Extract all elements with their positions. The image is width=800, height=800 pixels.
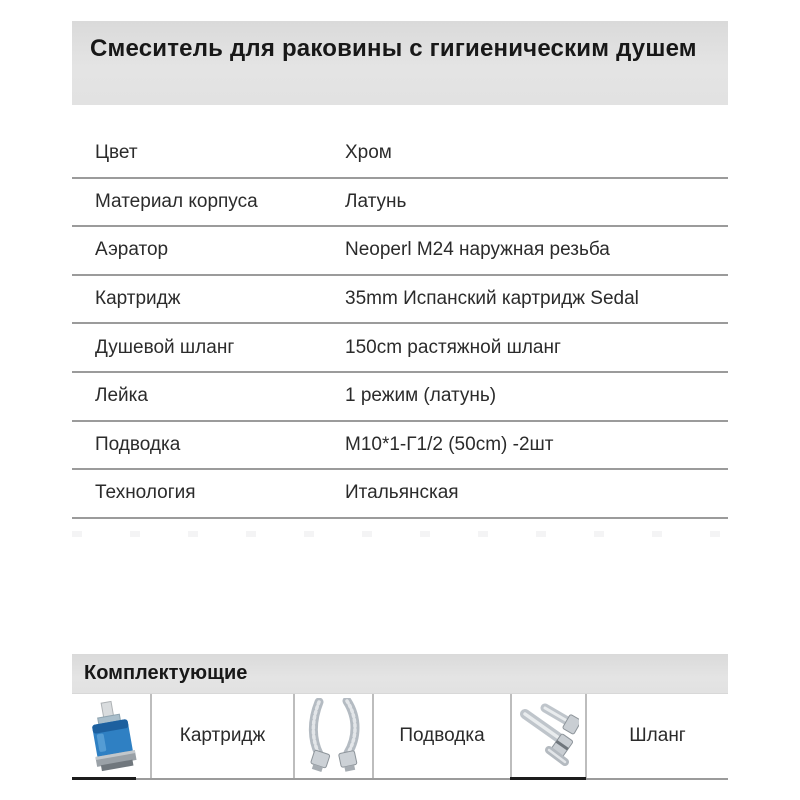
table-row bbox=[72, 179, 728, 228]
components-table bbox=[72, 693, 728, 780]
cartridge-image bbox=[72, 694, 150, 778]
spec-value: Латунь bbox=[345, 190, 407, 212]
spec-table bbox=[72, 130, 728, 519]
spec-label: Аэратор bbox=[95, 239, 169, 261]
table-row bbox=[72, 227, 728, 276]
component-label-cell bbox=[585, 694, 728, 778]
spec-value: Хром bbox=[345, 142, 392, 164]
spec-label: Картридж bbox=[95, 288, 181, 310]
component-label: Шланг bbox=[629, 725, 686, 746]
spec-value: Neoperl M24 наружная резьба bbox=[345, 239, 610, 261]
page-container bbox=[72, 21, 728, 746]
table-row bbox=[72, 276, 728, 325]
component-label: Подводка bbox=[399, 725, 485, 746]
component-label-cell bbox=[372, 694, 510, 778]
supply-hoses-image bbox=[293, 694, 372, 778]
spec-value: 1 режим (латунь) bbox=[345, 385, 497, 407]
spec-value: 35mm Испанский картридж Sedal bbox=[345, 288, 639, 310]
faded-print-artifact bbox=[72, 531, 728, 537]
dark-underline-left bbox=[72, 777, 136, 780]
component-label-cell bbox=[150, 694, 293, 778]
spec-value: М10*1-Г1/2 (50cm) -2шт bbox=[345, 433, 554, 455]
dark-underline-right bbox=[510, 777, 586, 780]
shower-hose-icon bbox=[519, 698, 579, 774]
supply-hoses-icon bbox=[303, 698, 365, 774]
spec-label: Материал корпуса bbox=[95, 190, 258, 212]
table-row bbox=[72, 324, 728, 373]
spec-label: Технология bbox=[95, 482, 196, 504]
spec-label: Цвет bbox=[95, 142, 138, 164]
table-row bbox=[72, 130, 728, 179]
cartridge-icon bbox=[84, 699, 138, 773]
spec-label: Душевой шланг bbox=[95, 336, 235, 358]
components-banner bbox=[72, 654, 728, 693]
spec-label: Лейка bbox=[95, 385, 148, 407]
shower-hose-image bbox=[510, 694, 585, 778]
spec-value: Итальянская bbox=[345, 482, 459, 504]
product-title-banner bbox=[72, 21, 728, 105]
component-label: Картридж bbox=[179, 725, 266, 746]
page-title: Смеситель для раковины с гигиеническим душем bbox=[90, 35, 697, 62]
table-row bbox=[72, 373, 728, 422]
table-row bbox=[72, 470, 728, 519]
table-row bbox=[72, 422, 728, 471]
spec-label: Подводка bbox=[95, 433, 181, 455]
spec-value: 150cm растяжной шланг bbox=[345, 336, 561, 358]
components-title: Комплектующие bbox=[84, 662, 248, 684]
